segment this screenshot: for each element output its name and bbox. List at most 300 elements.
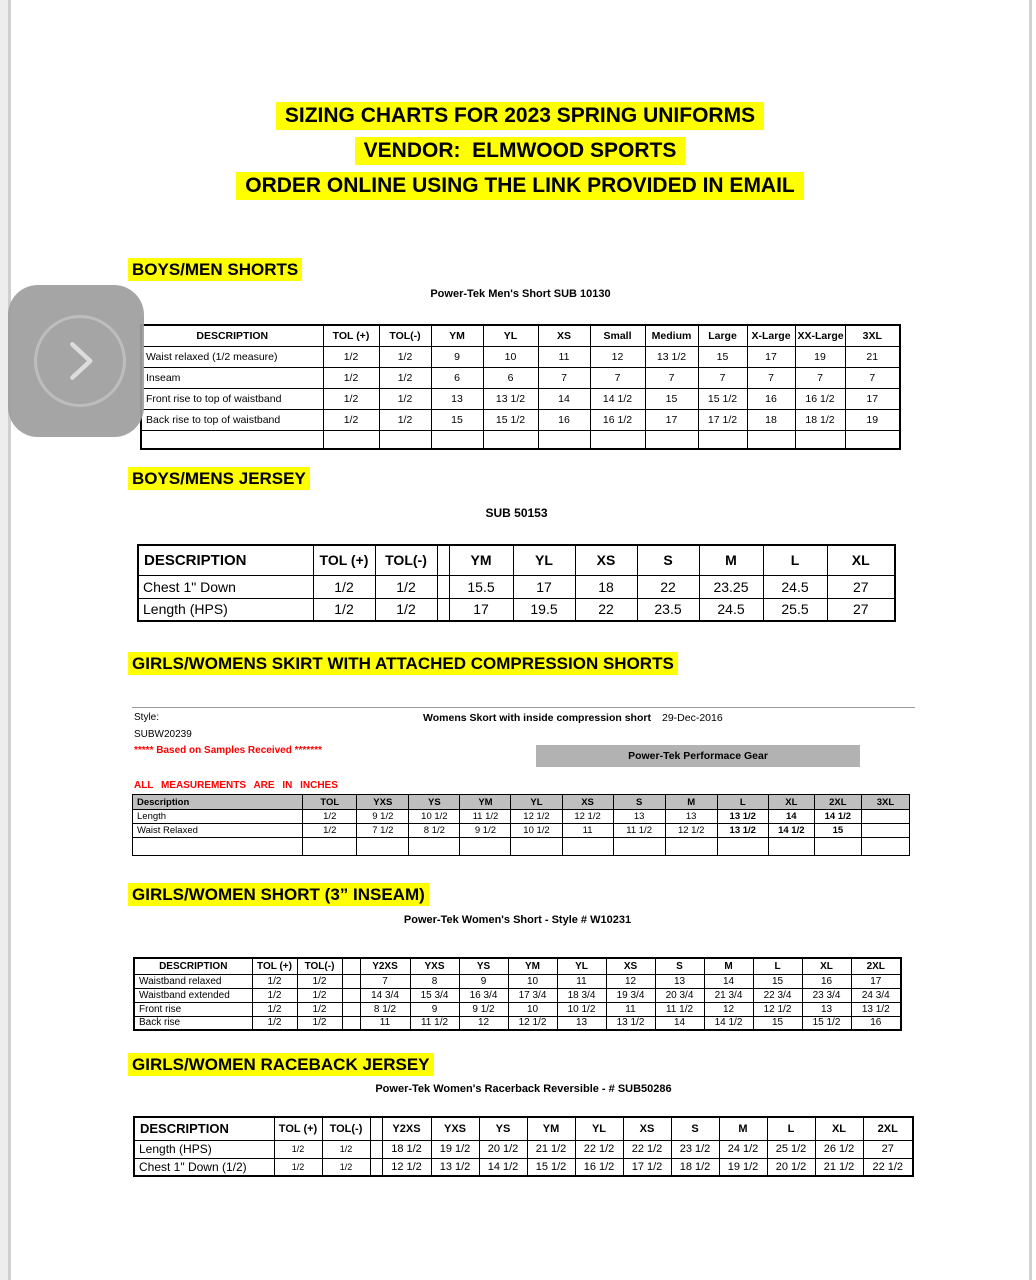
column-header: YXS (431, 1117, 479, 1140)
column-header: TOL (+) (252, 958, 297, 974)
column-header: DESCRIPTION (138, 545, 313, 575)
size-value: 17 (449, 598, 513, 621)
column-header: YL (513, 545, 575, 575)
column-header: Description (133, 795, 303, 810)
size-value: 13 (613, 810, 665, 824)
size-value (342, 988, 360, 1002)
title-line-1: SIZING CHARTS FOR 2023 SPRING UNIFORMS (14, 102, 1026, 130)
size-value: 22 (575, 598, 637, 621)
column-header: YM (431, 325, 483, 346)
size-value: 12 (459, 1016, 508, 1030)
size-value: 14 (538, 388, 590, 409)
column-header: M (704, 958, 753, 974)
brand-bar: Power-Tek Performace Gear (536, 745, 860, 767)
header-row (134, 1117, 913, 1140)
size-value: 27 (863, 1140, 913, 1158)
size-value: 13 1/2 (645, 346, 698, 367)
column-header: L (717, 795, 768, 810)
size-value: 20 3/4 (655, 988, 704, 1002)
column-header: TOL (303, 795, 357, 810)
size-value: 17 3/4 (508, 988, 557, 1002)
size-value: 19.5 (513, 598, 575, 621)
size-value (768, 838, 814, 856)
size-value: 7 (538, 367, 590, 388)
column-header: YM (449, 545, 513, 575)
size-value (342, 1016, 360, 1030)
men-jersey-table (137, 544, 896, 622)
size-value: 1/2 (252, 974, 297, 988)
size-value: 27 (827, 598, 895, 621)
size-value: 17 1/2 (623, 1158, 671, 1176)
column-header: Medium (645, 325, 698, 346)
column-header: S (655, 958, 704, 974)
column-header: TOL(-) (297, 958, 342, 974)
column-header: YS (409, 795, 460, 810)
column-header: M (665, 795, 717, 810)
size-value: 13 (431, 388, 483, 409)
table-row (134, 974, 901, 988)
men-jersey-subtitle: SUB 50153 (485, 506, 548, 520)
table-row (133, 824, 910, 838)
size-value (342, 974, 360, 988)
size-value: 10 (508, 974, 557, 988)
size-value: 10 (483, 346, 538, 367)
column-header: TOL(-) (322, 1117, 370, 1140)
size-value: 23 1/2 (671, 1140, 719, 1158)
size-value: 1/2 (252, 988, 297, 1002)
size-value: 15 (814, 824, 861, 838)
column-header: X-Large (747, 325, 795, 346)
size-value: 15 1/2 (698, 388, 747, 409)
section-heading-women-short: GIRLS/WOMEN SHORT (3” INSEAM) (128, 883, 429, 906)
size-value: 19 1/2 (431, 1140, 479, 1158)
size-value: 1/2 (323, 367, 379, 388)
size-value: 13 1/2 (851, 1002, 901, 1016)
style-code: SUBW20239 (134, 729, 192, 740)
column-header: XS (575, 545, 637, 575)
column-header: YM (508, 958, 557, 974)
row-label: Waistband relaxed (134, 974, 252, 988)
size-value: 12 1/2 (511, 810, 562, 824)
size-value: 13 1/2 (717, 824, 768, 838)
size-value: 17 1/2 (698, 409, 747, 430)
column-header: YXS (357, 795, 409, 810)
row-label: Waist Relaxed (133, 824, 303, 838)
size-value: 17 (845, 388, 900, 409)
size-value: 19 (795, 346, 845, 367)
title-line-2: VENDOR: ELMWOOD SPORTS (14, 137, 1026, 165)
size-value: 14 1/2 (590, 388, 645, 409)
size-value (483, 430, 538, 449)
size-value: 7 (590, 367, 645, 388)
size-value: 12 1/2 (382, 1158, 431, 1176)
size-value (357, 838, 409, 856)
size-value: 15.5 (449, 575, 513, 598)
size-value: 8 1/2 (409, 824, 460, 838)
size-value: 25.5 (763, 598, 827, 621)
size-value: 20 1/2 (479, 1140, 527, 1158)
size-value: 11 1/2 (460, 810, 511, 824)
column-header: L (763, 545, 827, 575)
raceback-jersey-subtitle: Power-Tek Women's Racerback Reversible - # SUB50286 (375, 1083, 672, 1095)
size-value: 13 1/2 (606, 1016, 655, 1030)
size-value: 22 (637, 575, 699, 598)
size-value: 15 1/2 (527, 1158, 575, 1176)
size-value: 6 (483, 367, 538, 388)
row-label: Chest 1" Down (1/2) (134, 1158, 274, 1176)
size-value (460, 838, 511, 856)
column-header: DESCRIPTION (141, 325, 323, 346)
row-label: Chest 1" Down (138, 575, 313, 598)
size-value: 14 3/4 (360, 988, 410, 1002)
row-label: Waist relaxed (1/2 measure) (141, 346, 323, 367)
size-value: 13 (655, 974, 704, 988)
size-value: 20 1/2 (767, 1158, 815, 1176)
size-value: 1/2 (379, 409, 431, 430)
size-value: 16 1/2 (795, 388, 845, 409)
size-value: 12 (704, 1002, 753, 1016)
column-header: L (753, 958, 802, 974)
column-header: DESCRIPTION (134, 958, 252, 974)
title-line-3: ORDER ONLINE USING THE LINK PROVIDED IN EMAIL (14, 172, 1026, 200)
size-value: 1/2 (297, 988, 342, 1002)
row-label: Waistband extended (134, 988, 252, 1002)
size-value: 15 1/2 (483, 409, 538, 430)
table-row (141, 346, 900, 367)
column-header: YL (483, 325, 538, 346)
women-short-subtitle: Power-Tek Women's Short - Style # W10231 (403, 914, 632, 926)
column-header: Y2XS (360, 958, 410, 974)
size-value: 15 (753, 974, 802, 988)
column-header (342, 958, 360, 974)
size-value: 18 (747, 409, 795, 430)
skirt-spec-sheet (132, 707, 915, 863)
column-header: TOL (+) (323, 325, 379, 346)
document-title (14, 102, 1026, 207)
header-row (133, 795, 910, 810)
size-value (861, 824, 909, 838)
size-value: 1/2 (274, 1158, 322, 1176)
column-header: YS (459, 958, 508, 974)
size-value: 16 (851, 1016, 901, 1030)
men-shorts-table (140, 324, 901, 450)
column-header: YL (557, 958, 606, 974)
size-value: 18 1/2 (795, 409, 845, 430)
units-note: ALL MEASUREMENTS ARE IN INCHES (134, 780, 338, 791)
size-value: 7 (795, 367, 845, 388)
table-row (133, 810, 910, 824)
size-value: 14 1/2 (768, 824, 814, 838)
size-value: 1/2 (379, 388, 431, 409)
size-value: 11 (360, 1016, 410, 1030)
size-value: 15 (431, 409, 483, 430)
sheet-date: 29-Dec-2016 (662, 712, 723, 724)
size-value: 21 (845, 346, 900, 367)
size-value: 8 1/2 (360, 1002, 410, 1016)
size-value: 24 1/2 (719, 1140, 767, 1158)
size-value: 21 3/4 (704, 988, 753, 1002)
size-value: 1/2 (252, 1016, 297, 1030)
size-value: 9 1/2 (357, 810, 409, 824)
row-label: Inseam (141, 367, 323, 388)
size-value: 9 1/2 (460, 824, 511, 838)
size-value: 10 1/2 (409, 810, 460, 824)
style-label: Style: (134, 712, 160, 723)
size-value: 10 1/2 (511, 824, 562, 838)
size-value: 1/2 (297, 1016, 342, 1030)
column-header: XL (827, 545, 895, 575)
size-value: 11 (606, 1002, 655, 1016)
size-value: 1/2 (322, 1140, 370, 1158)
size-value: 18 (575, 575, 637, 598)
size-value: 11 1/2 (655, 1002, 704, 1016)
size-value: 14 (704, 974, 753, 988)
column-header: YM (527, 1117, 575, 1140)
size-value (511, 838, 562, 856)
column-header: S (613, 795, 665, 810)
size-value: 11 1/2 (613, 824, 665, 838)
size-value: 1/2 (297, 974, 342, 988)
size-value: 12 1/2 (665, 824, 717, 838)
column-header: TOL(-) (375, 545, 437, 575)
size-value: 13 (665, 810, 717, 824)
size-value: 1/2 (323, 388, 379, 409)
column-header: DESCRIPTION (134, 1117, 274, 1140)
section-heading-raceback-jersey: GIRLS/WOMEN RACEBACK JERSEY (128, 1053, 434, 1076)
column-header: L (767, 1117, 815, 1140)
size-value: 13 1/2 (483, 388, 538, 409)
size-value: 16 1/2 (590, 409, 645, 430)
size-value: 17 (513, 575, 575, 598)
size-value: 7 1/2 (357, 824, 409, 838)
size-value: 13 1/2 (431, 1158, 479, 1176)
size-value: 19 1/2 (719, 1158, 767, 1176)
size-value: 12 1/2 (508, 1016, 557, 1030)
row-label: Front rise (134, 1002, 252, 1016)
size-value: 13 (557, 1016, 606, 1030)
size-value: 1/2 (322, 1158, 370, 1176)
men-shorts-subtitle: Power-Tek Men's Short SUB 10130 (430, 288, 611, 300)
size-value: 17 (851, 974, 901, 988)
size-value (814, 838, 861, 856)
size-value: 11 (557, 974, 606, 988)
size-value: 1/2 (375, 575, 437, 598)
page-right-edge (1029, 0, 1032, 1280)
table-row (138, 575, 895, 598)
size-value: 1/2 (303, 810, 357, 824)
table-row (134, 1140, 913, 1158)
women-short-table (133, 957, 902, 1031)
table-row (141, 430, 900, 449)
row-label: Back rise (134, 1016, 252, 1030)
table-row (138, 598, 895, 621)
header-row (138, 545, 895, 575)
size-value: 1/2 (313, 598, 375, 621)
size-value: 14 1/2 (814, 810, 861, 824)
table-row (134, 1158, 913, 1176)
row-label: Length (HPS) (138, 598, 313, 621)
skirt-table (132, 794, 910, 856)
size-value: 24.5 (699, 598, 763, 621)
section-heading-skirt: GIRLS/WOMENS SKIRT WITH ATTACHED COMPRESSION SHORTS (128, 652, 678, 675)
column-header: Large (698, 325, 747, 346)
column-header: YXS (410, 958, 459, 974)
size-value: 16 (802, 974, 851, 988)
size-value: 18 3/4 (557, 988, 606, 1002)
size-value: 15 (698, 346, 747, 367)
table-row (141, 367, 900, 388)
section-heading-men-shorts: BOYS/MEN SHORTS (128, 258, 302, 281)
size-value: 16 1/2 (575, 1158, 623, 1176)
column-header: S (671, 1117, 719, 1140)
size-value: 1/2 (379, 346, 431, 367)
size-value: 10 1/2 (557, 1002, 606, 1016)
size-value: 7 (698, 367, 747, 388)
size-value: 16 3/4 (459, 988, 508, 1002)
size-value: 9 1/2 (459, 1002, 508, 1016)
size-value: 1/2 (274, 1140, 322, 1158)
size-value (795, 430, 845, 449)
size-value: 23 3/4 (802, 988, 851, 1002)
table-row (134, 1016, 901, 1030)
table-row (141, 388, 900, 409)
size-value: 7 (747, 367, 795, 388)
size-value: 9 (431, 346, 483, 367)
chevron-right-icon (34, 315, 126, 407)
size-value: 18 1/2 (671, 1158, 719, 1176)
size-value (323, 430, 379, 449)
size-value: 22 3/4 (753, 988, 802, 1002)
size-value (645, 430, 698, 449)
size-value: 19 (845, 409, 900, 430)
size-value: 16 (538, 409, 590, 430)
header-row (141, 325, 900, 346)
size-value: 8 (410, 974, 459, 988)
size-value: 9 (459, 974, 508, 988)
table-row (133, 838, 910, 856)
size-value (409, 838, 460, 856)
page-left-edge (0, 0, 11, 1280)
column-header: YL (575, 1117, 623, 1140)
size-value (717, 838, 768, 856)
next-button[interactable] (8, 285, 144, 437)
column-header (370, 1117, 382, 1140)
column-header: 2XL (863, 1117, 913, 1140)
size-value: 11 1/2 (410, 1016, 459, 1030)
size-value: 17 (747, 346, 795, 367)
size-value (845, 430, 900, 449)
size-value: 1/2 (313, 575, 375, 598)
size-value: 25 1/2 (767, 1140, 815, 1158)
size-value: 13 1/2 (717, 810, 768, 824)
column-header: TOL (+) (313, 545, 375, 575)
size-value: 23.5 (637, 598, 699, 621)
size-value: 12 1/2 (753, 1002, 802, 1016)
size-value: 7 (360, 974, 410, 988)
table-row (134, 988, 901, 1002)
size-value (538, 430, 590, 449)
size-value: 1/2 (303, 824, 357, 838)
row-label (133, 838, 303, 856)
row-label: Length (HPS) (134, 1140, 274, 1158)
size-value: 15 3/4 (410, 988, 459, 1002)
size-value: 14 1/2 (479, 1158, 527, 1176)
column-header: XS (606, 958, 655, 974)
size-value (437, 598, 449, 621)
skirt-product-title: Womens Skort with inside compression short (423, 712, 651, 724)
size-value (370, 1158, 382, 1176)
table-row (141, 409, 900, 430)
size-value: 22 1/2 (863, 1158, 913, 1176)
size-value (861, 838, 909, 856)
size-value: 12 1/2 (562, 810, 613, 824)
size-value: 24.5 (763, 575, 827, 598)
column-header: TOL(-) (379, 325, 431, 346)
row-label: Front rise to top of waistband (141, 388, 323, 409)
size-value: 11 (538, 346, 590, 367)
column-header: YL (511, 795, 562, 810)
size-value: 27 (827, 575, 895, 598)
size-value: 7 (645, 367, 698, 388)
row-label (141, 430, 323, 449)
section-heading-men-jersey: BOYS/MENS JERSEY (128, 467, 310, 490)
size-value: 23.25 (699, 575, 763, 598)
size-value: 21 1/2 (527, 1140, 575, 1158)
size-value: 17 (645, 409, 698, 430)
size-value: 9 (410, 1002, 459, 1016)
size-value (431, 430, 483, 449)
size-value: 14 1/2 (704, 1016, 753, 1030)
column-header: 3XL (861, 795, 909, 810)
column-header: 3XL (845, 325, 900, 346)
column-header: 2XL (851, 958, 901, 974)
size-value: 22 1/2 (623, 1140, 671, 1158)
column-header: YS (479, 1117, 527, 1140)
size-value: 21 1/2 (815, 1158, 863, 1176)
size-value: 15 (753, 1016, 802, 1030)
table-row (134, 1002, 901, 1016)
size-value: 11 (562, 824, 613, 838)
column-header: XL (815, 1117, 863, 1140)
size-value: 26 1/2 (815, 1140, 863, 1158)
column-header: XL (802, 958, 851, 974)
column-header: XL (768, 795, 814, 810)
column-header: Small (590, 325, 645, 346)
size-value: 19 3/4 (606, 988, 655, 1002)
size-value (590, 430, 645, 449)
column-header: XX-Large (795, 325, 845, 346)
size-value: 22 1/2 (575, 1140, 623, 1158)
column-header: M (699, 545, 763, 575)
size-value: 12 (606, 974, 655, 988)
size-value: 6 (431, 367, 483, 388)
column-header: YM (460, 795, 511, 810)
header-row (134, 958, 901, 974)
column-header: S (637, 545, 699, 575)
raceback-jersey-table (133, 1116, 914, 1177)
size-value (303, 838, 357, 856)
size-value: 14 (768, 810, 814, 824)
size-value (861, 810, 909, 824)
size-value (698, 430, 747, 449)
size-value (613, 838, 665, 856)
size-value: 24 3/4 (851, 988, 901, 1002)
size-value (747, 430, 795, 449)
size-value (437, 575, 449, 598)
size-value: 7 (845, 367, 900, 388)
size-value: 1/2 (323, 346, 379, 367)
size-value (562, 838, 613, 856)
